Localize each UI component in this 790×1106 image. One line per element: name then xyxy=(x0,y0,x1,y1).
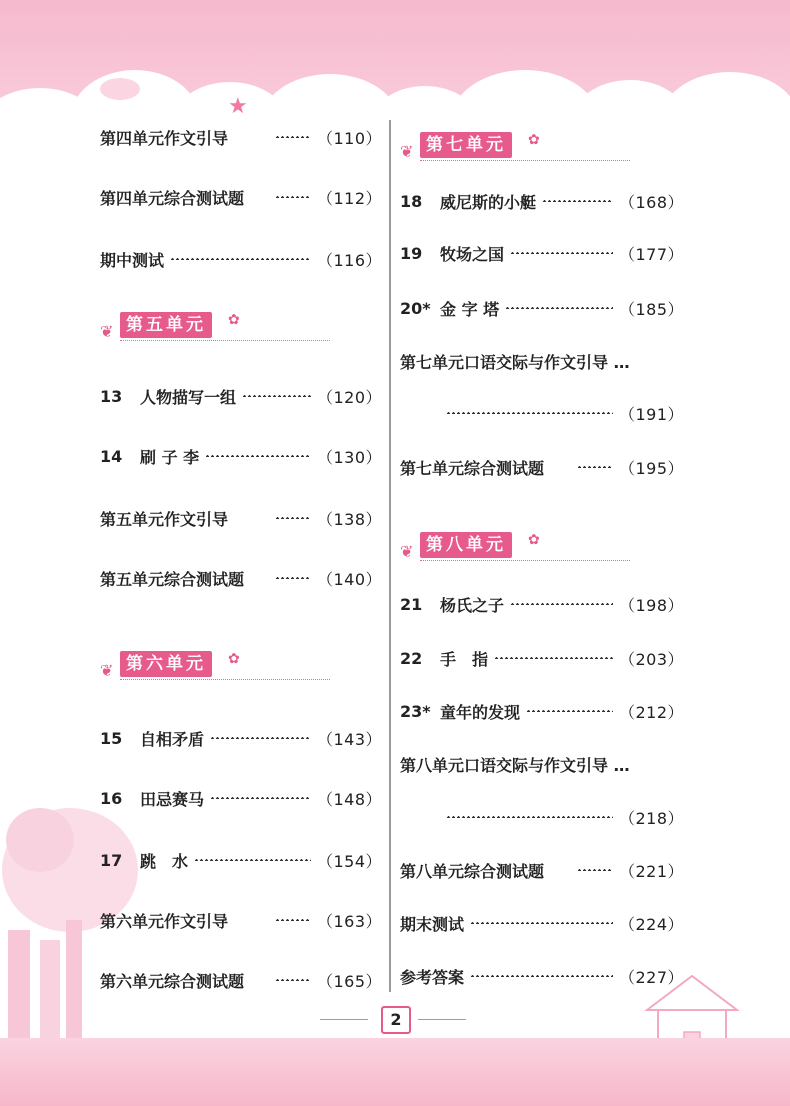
entry-title: 自相矛盾 xyxy=(140,729,205,749)
lesson-number: 17 xyxy=(100,850,123,870)
page-ref: （198） xyxy=(618,595,684,615)
entry-title: 期中测试 xyxy=(100,250,165,270)
unit-title: 第五单元 xyxy=(120,312,212,338)
toc-entry[interactable] xyxy=(100,785,382,811)
lesson-number: 21 xyxy=(400,594,423,614)
unit-underline xyxy=(420,160,630,162)
toc-entry[interactable] xyxy=(400,188,684,214)
unit-title: 第八单元 xyxy=(420,532,512,558)
entry-title: 第八单元综合测试题 xyxy=(400,861,545,881)
entry-title: 第七单元口语交际与作文引导 … xyxy=(400,352,630,372)
leader-dots xyxy=(210,797,311,799)
toc-entry[interactable] xyxy=(400,348,684,374)
entry-title: 第五单元综合测试题 xyxy=(100,569,245,589)
page-ref: （116） xyxy=(316,250,382,270)
page-ref: （191） xyxy=(618,404,684,424)
page-ref: （148） xyxy=(316,789,382,809)
lesson-number: 16 xyxy=(100,788,123,808)
toc-entry[interactable] xyxy=(400,698,684,724)
page-ref: （112） xyxy=(316,188,382,208)
leader-dots xyxy=(275,919,311,921)
leader-dots xyxy=(275,979,311,981)
lesson-number: 14 xyxy=(100,446,123,466)
toc-entry[interactable] xyxy=(400,963,684,989)
page-ref: （120） xyxy=(316,387,382,407)
entry-title: 杨氏之子 xyxy=(440,595,505,615)
toc-entry[interactable] xyxy=(100,907,382,933)
page-ref: （221） xyxy=(618,861,684,881)
page-ref: （154） xyxy=(316,851,382,871)
flower-icon: ✿ xyxy=(228,312,240,328)
page-ref: （177） xyxy=(618,244,684,264)
page-ref: （110） xyxy=(316,128,382,148)
flower-icon: ✿ xyxy=(228,651,240,667)
entry-title: 参考答案 xyxy=(400,967,465,987)
leader-dots xyxy=(446,816,613,818)
unit-title: 第七单元 xyxy=(420,132,512,158)
unit-heading xyxy=(100,645,330,685)
toc-entry[interactable] xyxy=(100,184,382,210)
leaf-icon: ❦ xyxy=(400,542,414,561)
leaf-icon: ❦ xyxy=(100,661,114,680)
leader-dots xyxy=(577,466,613,468)
entry-title: 第六单元作文引导 xyxy=(100,911,229,931)
page-ref: （212） xyxy=(618,702,684,722)
unit-heading xyxy=(100,306,330,346)
toc-entry[interactable] xyxy=(400,240,684,266)
page-ref: （165） xyxy=(316,971,382,991)
page-number: 2 xyxy=(381,1006,411,1034)
page-ref: （224） xyxy=(618,914,684,934)
leader-dots xyxy=(210,737,311,739)
toc-entry[interactable] xyxy=(100,565,382,591)
entry-title: 第七单元综合测试题 xyxy=(400,458,545,478)
toc-entry[interactable] xyxy=(400,804,684,830)
toc-entry[interactable] xyxy=(400,295,684,321)
page-number-area xyxy=(320,1006,470,1032)
page-ref: （138） xyxy=(316,509,382,529)
toc-entry[interactable] xyxy=(100,725,382,751)
leader-dots xyxy=(494,657,613,659)
unit-title: 第六单元 xyxy=(120,651,212,677)
leader-dots xyxy=(275,517,311,519)
toc-entry[interactable] xyxy=(400,400,684,426)
entry-title: 期末测试 xyxy=(400,914,465,934)
entry-title: 第四单元作文引导 xyxy=(100,128,229,148)
entry-title: 威尼斯的小艇 xyxy=(440,192,537,212)
lesson-number: 22 xyxy=(400,648,423,668)
leader-dots xyxy=(542,200,613,202)
entry-title: 手 指 xyxy=(440,649,489,669)
page-ref: （227） xyxy=(618,967,684,987)
toc-entry[interactable] xyxy=(400,910,684,936)
footer-band xyxy=(0,1038,790,1106)
page-ref: （143） xyxy=(316,729,382,749)
leaf-icon: ❦ xyxy=(400,142,414,161)
small-cloud xyxy=(100,78,140,100)
toc-entry[interactable] xyxy=(100,967,382,993)
cloud xyxy=(660,72,790,172)
leader-dots xyxy=(242,395,311,397)
entry-title: 第五单元作文引导 xyxy=(100,509,229,529)
page-ref: （195） xyxy=(618,458,684,478)
page-ref: （168） xyxy=(618,192,684,212)
lesson-number: 15 xyxy=(100,728,123,748)
page-ref: （203） xyxy=(618,649,684,669)
leader-dots xyxy=(510,603,613,605)
leaf-icon: ❦ xyxy=(100,322,114,341)
unit-underline xyxy=(120,679,330,681)
leader-dots xyxy=(194,859,311,861)
toc-entry[interactable] xyxy=(400,751,684,777)
entry-title: 人物描写一组 xyxy=(140,387,237,407)
page-number-rule xyxy=(320,1019,368,1020)
entry-title: 第六单元综合测试题 xyxy=(100,971,245,991)
toc-entry[interactable] xyxy=(100,124,382,150)
entry-title: 田忌赛马 xyxy=(140,789,205,809)
star-icon: ★ xyxy=(228,94,248,119)
lesson-number: 13 xyxy=(100,386,123,406)
leader-dots xyxy=(505,307,613,309)
lesson-number: 18 xyxy=(400,191,423,211)
column-divider xyxy=(389,120,391,992)
flower-icon: ✿ xyxy=(528,532,540,548)
toc-entry[interactable] xyxy=(400,454,684,480)
lesson-number: 23* xyxy=(400,701,431,721)
entry-title: 跳 水 xyxy=(140,851,189,871)
toc-entry[interactable] xyxy=(100,505,382,531)
leader-dots xyxy=(275,136,311,138)
toc-entry[interactable] xyxy=(400,591,684,617)
page-ref: （163） xyxy=(316,911,382,931)
leader-dots xyxy=(470,975,613,977)
toc-entry[interactable] xyxy=(400,645,684,671)
entry-title: 第四单元综合测试题 xyxy=(100,188,245,208)
entry-title: 金 字 塔 xyxy=(440,299,500,319)
lesson-number: 20* xyxy=(400,298,431,318)
leader-dots xyxy=(205,455,311,457)
leader-dots xyxy=(170,258,311,260)
toc-entry[interactable] xyxy=(100,383,382,409)
toc-entry[interactable] xyxy=(100,847,382,873)
leader-dots xyxy=(275,577,311,579)
entry-title: 童年的发现 xyxy=(440,702,521,722)
page-number-rule xyxy=(418,1019,466,1020)
entry-title: 牧场之国 xyxy=(440,244,505,264)
unit-heading xyxy=(400,126,630,166)
leader-dots xyxy=(510,252,613,254)
leader-dots xyxy=(577,869,613,871)
leader-dots xyxy=(470,922,613,924)
unit-underline xyxy=(120,340,330,342)
header-band xyxy=(0,0,790,120)
page-ref: （130） xyxy=(316,447,382,467)
toc-entry[interactable] xyxy=(100,246,382,272)
page-ref: （140） xyxy=(316,569,382,589)
toc-entry[interactable] xyxy=(400,857,684,883)
leader-dots xyxy=(446,412,613,414)
unit-heading xyxy=(400,526,630,566)
page-ref: （218） xyxy=(618,808,684,828)
unit-underline xyxy=(420,560,630,562)
entry-title: 刷 子 李 xyxy=(140,447,200,467)
flower-icon: ✿ xyxy=(528,132,540,148)
star-icon: ★ xyxy=(538,84,551,100)
page-ref: （185） xyxy=(618,299,684,319)
leader-dots xyxy=(526,710,613,712)
entry-title: 第八单元口语交际与作文引导 … xyxy=(400,755,630,775)
leader-dots xyxy=(275,196,311,198)
toc-entry[interactable] xyxy=(100,443,382,469)
lesson-number: 19 xyxy=(400,243,423,263)
